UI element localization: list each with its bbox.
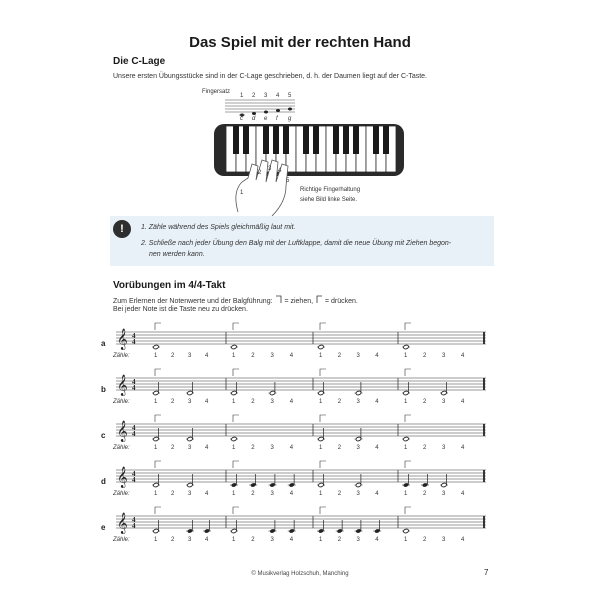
time-signature: 4 [132, 378, 136, 386]
beat-number: 4 [205, 491, 209, 497]
exercise-staff [116, 458, 490, 492]
count-label: Zähle: [113, 445, 130, 451]
beat-number: 3 [442, 353, 446, 359]
beat-number: 2 [171, 353, 175, 359]
time-signature: 4 [132, 424, 136, 432]
treble-clef-icon: 𝄞 [117, 329, 128, 350]
bellows-bracket [320, 507, 326, 514]
beat-number: 4 [289, 491, 294, 497]
beat-number: 1 [232, 399, 236, 405]
beat-number: 3 [442, 491, 446, 497]
beat-number: 2 [337, 353, 342, 359]
beat-number: 1 [154, 537, 158, 543]
beat-number: 4 [289, 399, 294, 405]
beat-number: 3 [188, 353, 192, 359]
note-name: f [276, 116, 278, 122]
beat-number: 1 [319, 353, 323, 359]
beat-number: 4 [289, 537, 294, 543]
exercise-staff [116, 504, 490, 538]
bellows-bracket [155, 507, 161, 514]
count-label: Zähle: [113, 353, 130, 359]
beat-number: 3 [442, 537, 446, 543]
info-item-1: 1. Zähle während des Spiels gleichmäßig laut mit. [141, 224, 296, 231]
count-label: Zähle: [113, 537, 130, 543]
intro-text: Unsere ersten Übungsstücke sind in der C-Lage geschrieben, d. h. der Daumen liegt auf der C-Taste. [113, 73, 428, 80]
beat-number: 1 [404, 445, 408, 451]
beat-number: 1 [319, 445, 323, 451]
exercise-letter: c [101, 431, 106, 440]
finger-number: 1 [240, 93, 244, 99]
balg-text-b: = ziehen, [284, 298, 314, 305]
beat-number: 3 [270, 537, 274, 543]
finger-number: 2 [252, 93, 256, 99]
note-name: e [264, 116, 268, 122]
beat-number: 2 [337, 537, 342, 543]
svg-text:1: 1 [240, 190, 244, 196]
beat-number: 2 [251, 491, 255, 497]
footer-copyright: © Musikverlag Holzschuh, Manching [251, 571, 349, 577]
svg-text:5: 5 [286, 178, 290, 184]
beat-number: 4 [205, 537, 209, 543]
beat-number: 4 [461, 491, 465, 497]
bellows-bracket [405, 369, 411, 376]
rekey-text: Bei jeder Note ist die Taste neu zu drücken. [113, 306, 248, 313]
time-signature: 4 [132, 332, 136, 340]
beat-number: 3 [356, 445, 360, 451]
exercise-staff [116, 412, 490, 446]
beat-number: 2 [337, 399, 342, 405]
whole-note [231, 436, 237, 441]
beat-number: 2 [423, 491, 427, 497]
beat-number: 2 [337, 445, 342, 451]
beat-number: 2 [251, 445, 255, 451]
bellows-bracket [155, 415, 161, 422]
beat-number: 3 [188, 537, 192, 543]
beat-number: 3 [188, 491, 192, 497]
bellows-bracket [405, 323, 411, 330]
beat-number: 2 [337, 491, 342, 497]
beat-number: 4 [289, 353, 294, 359]
treble-clef-icon: 𝄞 [117, 513, 128, 534]
beat-number: 3 [356, 353, 360, 359]
beat-number: 4 [461, 445, 465, 451]
beat-number: 4 [289, 445, 294, 451]
beat-number: 4 [461, 537, 465, 543]
time-signature: 4 [132, 476, 136, 484]
beat-number: 1 [404, 399, 408, 405]
beat-number: 4 [461, 353, 465, 359]
exercise-letter: a [101, 339, 106, 348]
bellows-bracket [155, 323, 161, 330]
count-label: Zähle: [113, 399, 130, 405]
exclamation-icon: ! [113, 220, 131, 238]
whole-note [153, 344, 159, 349]
finger-number: 3 [264, 93, 268, 99]
beat-number: 1 [404, 491, 408, 497]
count-label: Zähle: [113, 491, 130, 497]
bellows-bracket [320, 461, 326, 468]
beat-number: 3 [270, 399, 274, 405]
beat-number: 1 [154, 445, 158, 451]
beat-number: 1 [232, 491, 236, 497]
svg-text:3: 3 [268, 166, 272, 172]
svg-text:4: 4 [278, 168, 282, 174]
beat-number: 4 [375, 445, 379, 451]
beat-number: 3 [356, 537, 360, 543]
beat-number: 4 [205, 353, 209, 359]
time-signature: 4 [132, 338, 136, 346]
beat-number: 2 [171, 445, 175, 451]
time-signature: 4 [132, 522, 136, 530]
beat-number: 2 [251, 353, 255, 359]
whole-note [403, 436, 409, 441]
section-heading-c-lage: Die C-Lage [113, 56, 166, 67]
exercise-staff [116, 320, 490, 354]
beat-number: 1 [232, 353, 236, 359]
beat-number: 3 [442, 399, 446, 405]
beat-number: 4 [375, 353, 379, 359]
beat-number: 2 [171, 491, 175, 497]
beat-number: 2 [171, 537, 175, 543]
beat-number: 2 [251, 399, 255, 405]
note-name: c [240, 116, 243, 122]
beat-number: 1 [232, 537, 236, 543]
beat-number: 3 [188, 399, 192, 405]
beat-number: 4 [375, 399, 379, 405]
page-number: 7 [484, 568, 489, 577]
beat-number: 1 [319, 491, 323, 497]
bellows-bracket [405, 507, 411, 514]
treble-clef-icon: 𝄞 [117, 375, 128, 396]
whole-note [403, 528, 409, 533]
bellows-bracket [405, 461, 411, 468]
beat-number: 3 [270, 491, 274, 497]
fingersatz-label: Fingersatz [202, 89, 231, 95]
beat-number: 4 [375, 537, 379, 543]
figure-caption-2: siehe Bild linke Seite. [300, 197, 358, 203]
beat-number: 1 [154, 353, 158, 359]
beat-number: 1 [154, 491, 158, 497]
exercise-letter: d [101, 477, 106, 486]
beat-number: 4 [461, 399, 465, 405]
note-name: g [288, 116, 292, 122]
balg-text-c: = drücken. [324, 298, 358, 305]
whole-note [403, 344, 409, 349]
time-signature: 4 [132, 470, 136, 478]
beat-number: 2 [423, 353, 427, 359]
svg-text:2: 2 [258, 170, 262, 176]
info-item-2: 2. Schließe nach jeder Übung den Balg mit der Luftklappe, damit die neue Übung mit Ziehen begon- [141, 240, 452, 247]
page-title: Das Spiel mit der rechten Hand [189, 34, 411, 51]
beat-number: 3 [270, 353, 274, 359]
beat-number: 1 [154, 399, 158, 405]
beat-number: 3 [356, 399, 360, 405]
bellows-bracket [155, 369, 161, 376]
beat-number: 4 [205, 445, 209, 451]
time-signature: 4 [132, 430, 136, 438]
bellows-bracket [233, 323, 239, 330]
bellows-bracket [320, 323, 326, 330]
beat-number: 4 [205, 399, 209, 405]
bellows-bracket [320, 415, 326, 422]
time-signature: 4 [132, 384, 136, 392]
treble-clef-icon: 𝄞 [117, 467, 128, 488]
whole-note [231, 344, 237, 349]
bellows-bracket [320, 369, 326, 376]
beat-number: 2 [251, 537, 255, 543]
bellows-bracket [155, 461, 161, 468]
beat-number: 2 [423, 399, 427, 405]
whole-note [318, 344, 324, 349]
bellows-bracket [233, 507, 239, 514]
info-item-2-cont: nen werden kann. [149, 251, 205, 258]
section-heading-vorubungen: Vorübungen im 4/4-Takt [113, 280, 226, 291]
beat-number: 2 [423, 537, 427, 543]
beat-number: 2 [423, 445, 427, 451]
treble-clef-icon: 𝄞 [117, 421, 128, 442]
bellows-bracket [405, 415, 411, 422]
beat-number: 3 [270, 445, 274, 451]
time-signature: 4 [132, 516, 136, 524]
balg-text-a: Zum Erlernen der Notenwerte und der Balgführung: [113, 298, 273, 305]
beat-number: 2 [171, 399, 175, 405]
beat-number: 1 [404, 353, 408, 359]
beat-number: 1 [319, 537, 323, 543]
beat-number: 1 [404, 537, 408, 543]
beat-number: 3 [356, 491, 360, 497]
exercise-letter: b [101, 385, 106, 394]
bellows-bracket [233, 369, 239, 376]
beat-number: 1 [319, 399, 323, 405]
beat-number: 4 [375, 491, 379, 497]
bellows-bracket [233, 461, 239, 468]
figure-caption-1: Richtige Fingerhaltung [300, 187, 361, 193]
beat-number: 3 [188, 445, 192, 451]
note-name: d [252, 116, 256, 122]
finger-number: 4 [276, 93, 280, 99]
exercise-letter: e [101, 523, 106, 532]
bellows-bracket [233, 415, 239, 422]
beat-number: 3 [442, 445, 446, 451]
beat-number: 1 [232, 445, 236, 451]
exercise-staff [116, 366, 490, 400]
finger-number: 5 [288, 93, 292, 99]
